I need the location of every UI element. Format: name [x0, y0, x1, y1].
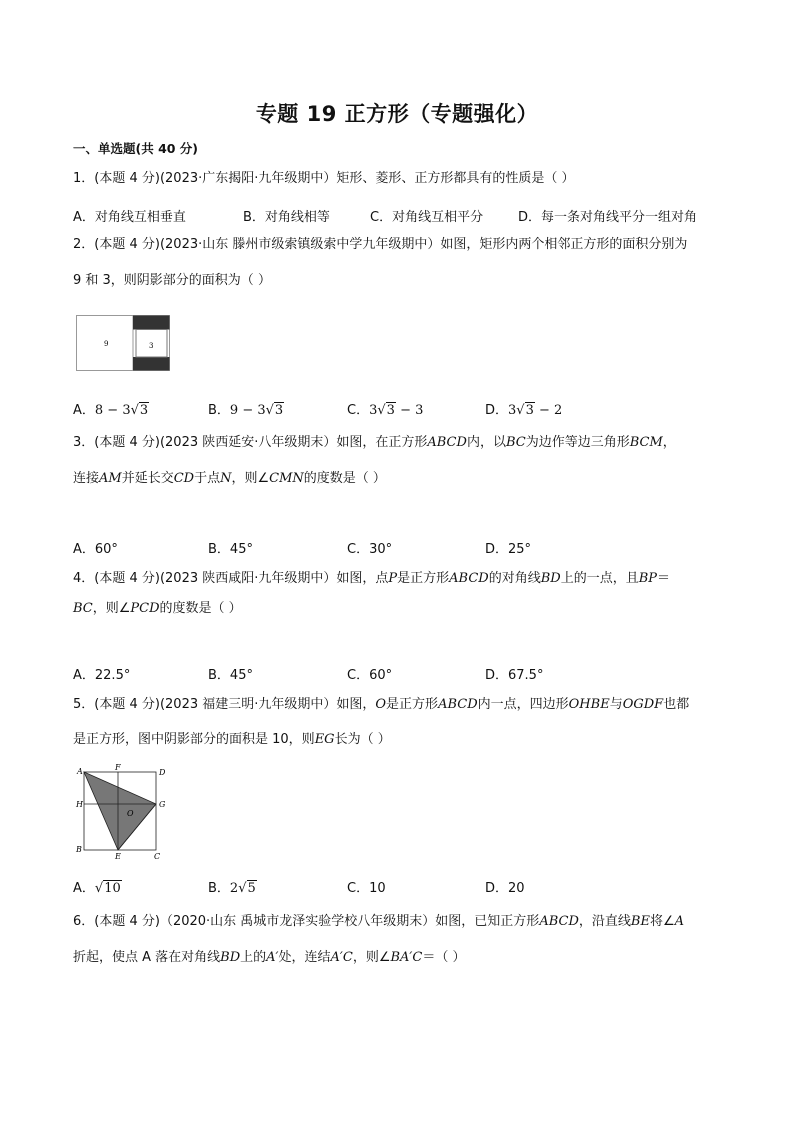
q2-option-c-prefix: C． [347, 403, 370, 418]
q6-text: 折起，使点 A 落在对角线 [73, 950, 221, 965]
q3-math: CMN [269, 471, 304, 486]
q6-math: A [674, 914, 684, 929]
q6-math: BD [220, 950, 241, 965]
question-1-stem: 1．(本题 4 分)(2023·广东揭阳·九年级期中）矩形、菱形、正方形都具有的性质是（ ） [73, 171, 575, 186]
q5-option-a-radical: √ [94, 881, 104, 896]
q3-math: CD [173, 471, 195, 486]
q5-label-a: A [77, 767, 83, 776]
q6-math: A′C [330, 950, 353, 965]
q6-text: 6．(本题 4 分)（2020·山东 禹城市龙泽实验学校八年级期末）如图，已知正方形 [73, 914, 540, 929]
q3-text: 的度数是（ ） [303, 471, 386, 486]
q4-text: 上的一点，且 [560, 571, 639, 586]
q2-label-3: 3 [149, 342, 154, 350]
q5-option-b-radical: √ [238, 881, 247, 896]
q5-option-a-prefix: A． [73, 881, 95, 896]
q6-text: 上的 [240, 950, 267, 965]
q3-math: BCM [629, 435, 663, 450]
q5-text: 是正方形，图中阴影部分的面积是 10，则 [73, 732, 315, 747]
question-5-stem-line1 [73, 696, 689, 714]
q5-option-d-prefix: D． [485, 881, 509, 896]
q3-text: ，则∠ [231, 471, 270, 486]
q3-text: 为边作等边三角形 [525, 435, 630, 450]
q2-option-d-pre: 3 [508, 403, 517, 418]
question-6-stem-line2 [73, 949, 465, 967]
section-heading: 一、单选题(共 40 分) [73, 141, 199, 156]
q5-figure [70, 764, 170, 864]
q3-option-d: D．25° [485, 542, 532, 557]
q2-option-a [73, 399, 149, 418]
q1-option-a: A．对角线互相垂直 [73, 210, 186, 225]
question-4-stem-line2 [73, 600, 242, 618]
q2-option-d [485, 399, 562, 418]
q4-option-a: A．22.5° [73, 668, 131, 683]
q5-label-g: G [159, 800, 166, 809]
q5-math: OHBE [568, 697, 610, 712]
q5-option-b-radicand: 5 [247, 881, 256, 896]
q2-label-9: 9 [104, 340, 109, 348]
q2-shade-bottom [133, 357, 170, 371]
q6-text: ，沿直线 [578, 914, 631, 929]
q4-math: BP [638, 571, 658, 586]
q5-option-a [73, 877, 122, 896]
q5-label-b: B [76, 845, 82, 854]
q5-option-b [208, 877, 257, 896]
q4-option-c: C．60° [347, 668, 393, 683]
q5-text: 是正方形 [386, 697, 439, 712]
q2-option-b-radical: √ [265, 403, 274, 418]
q6-math: ABCD [539, 914, 579, 929]
q5-label-h: H [76, 800, 83, 809]
q2-option-d-prefix: D． [485, 403, 509, 418]
q2-option-a-pre: 8 − 3 [94, 403, 131, 418]
question-3-stem-line1 [73, 434, 676, 452]
q6-text: 将∠ [649, 914, 675, 929]
q4-text: ＝ [657, 571, 671, 586]
q4-text: ，则∠ [92, 601, 131, 616]
q3-text: 内，以 [466, 435, 506, 450]
q3-text: ， [662, 435, 676, 450]
q2-option-d-radical: √ [516, 403, 525, 418]
q5-option-c-prefix: C． [347, 881, 370, 896]
q4-option-b: B．45° [208, 668, 253, 683]
q3-text: 连接 [73, 471, 100, 486]
question-3-stem-line2 [73, 470, 386, 488]
q4-math: PCD [130, 601, 160, 616]
q5-shaded-triangle [84, 772, 156, 850]
q5-label-o: O [127, 809, 134, 818]
q5-label-e: E [115, 852, 121, 861]
q1-option-c: C．对角线互相平分 [370, 210, 484, 225]
q4-text: 的度数是（ ） [159, 601, 242, 616]
q6-text: ＝（ ） [422, 950, 466, 965]
page-title: 专题 19 正方形（专题强化） [255, 102, 539, 126]
q6-math: BA′C [390, 950, 423, 965]
q3-math: BC [505, 435, 526, 450]
q5-option-d [485, 877, 525, 896]
q5-text: 5．(本题 4 分)(2023 福建三明·九年级期中）如图， [73, 697, 376, 712]
q4-option-d: D．67.5° [485, 668, 544, 683]
q3-option-b: B．45° [208, 542, 253, 557]
q2-option-c-post: − 3 [395, 403, 424, 418]
q4-math: BD [540, 571, 561, 586]
q2-option-a-radicand: 3 [139, 403, 149, 418]
q2-figure [76, 315, 172, 373]
q6-text: ，则∠ [352, 950, 391, 965]
q4-math: P [388, 571, 398, 586]
q5-option-b-pre: 2 [229, 881, 239, 896]
q4-text: 的对角线 [488, 571, 541, 586]
q5-math: OGDF [622, 697, 664, 712]
question-6-stem-line1 [73, 913, 684, 931]
q2-option-a-radical: √ [130, 403, 139, 418]
q5-math: EG [314, 732, 335, 747]
q3-text: 于点 [194, 471, 221, 486]
q1-option-b: B．对角线相等 [243, 210, 330, 225]
q2-option-c-pre: 3 [369, 403, 378, 418]
q4-text: 是正方形 [397, 571, 450, 586]
q2-option-a-prefix: A． [73, 403, 95, 418]
q5-text: 内一点，四边形 [477, 697, 569, 712]
q2-option-d-post: − 2 [534, 403, 563, 418]
q5-text: 与 [609, 697, 623, 712]
q3-math: AM [99, 471, 122, 486]
q5-option-a-radicand: 10 [104, 881, 121, 896]
q1-option-d: D．每一条对角线平分一组对角 [518, 210, 698, 225]
q3-math: ABCD [427, 435, 467, 450]
q5-label-f: F [115, 764, 121, 772]
q2-option-b-radicand: 3 [274, 403, 284, 418]
question-2-stem-line2: 9 和 3，则阴影部分的面积为（ ） [73, 273, 271, 288]
question-2-stem-line1: 2．(本题 4 分)(2023·山东 滕州市级索镇级索中学九年级期中）如图，矩形内两个相邻正方形的面积分别为 [73, 237, 688, 252]
q3-option-c: C．30° [347, 542, 393, 557]
q2-option-b [208, 399, 284, 418]
q2-shade-top [133, 316, 170, 330]
q2-option-c-radicand: 3 [386, 403, 395, 418]
q2-option-c-radical: √ [377, 403, 386, 418]
q3-math: N [220, 471, 232, 486]
question-5-stem-line2 [73, 731, 391, 749]
q3-text: 并延长交 [121, 471, 174, 486]
q3-option-a: A．60° [73, 542, 118, 557]
q6-math: BE [630, 914, 650, 929]
q4-math: BC [73, 601, 93, 616]
q5-option-b-prefix: B． [208, 881, 230, 896]
q5-text: 长为（ ） [334, 732, 391, 747]
q5-math: ABCD [438, 697, 478, 712]
q4-text: 4．(本题 4 分)(2023 陕西咸阳·九年级期中）如图，点 [73, 571, 389, 586]
q5-label-d: D [159, 768, 166, 777]
q6-math: A′ [266, 950, 279, 965]
q2-option-d-radicand: 3 [525, 403, 534, 418]
q3-text: 3．(本题 4 分)(2023 陕西延安·八年级期末）如图，在正方形 [73, 435, 428, 450]
q6-text: 处，连结 [278, 950, 331, 965]
q2-option-b-prefix: B． [208, 403, 230, 418]
q2-option-c [347, 399, 423, 418]
q2-option-b-pre: 9 − 3 [229, 403, 266, 418]
q5-text: 也都 [663, 697, 690, 712]
q4-math: ABCD [449, 571, 489, 586]
q5-math: O [375, 697, 387, 712]
q5-option-d-value: 20 [508, 881, 525, 896]
q5-option-c-value: 10 [369, 881, 386, 896]
question-4-stem-line1 [73, 570, 670, 588]
q5-option-c [347, 877, 386, 896]
q5-label-c: C [154, 852, 161, 861]
